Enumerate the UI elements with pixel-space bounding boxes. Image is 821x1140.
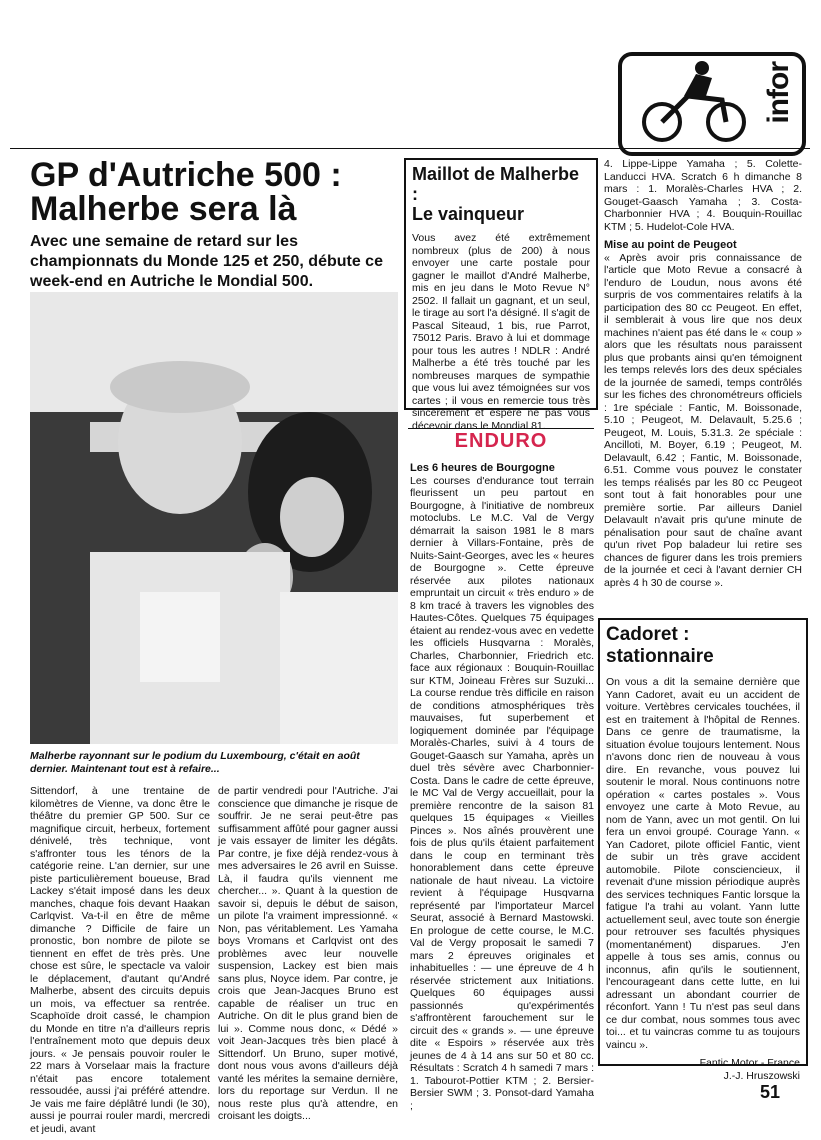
signature-name: J.-J. Hruszowski: [723, 1069, 800, 1082]
peugeot-subhead: Mise au point de Peugeot: [604, 239, 737, 251]
article-column-2-text: de partir vendredi pour l'Autriche. J'ai conscience que dimanche je risque de souffrir. Je ne serai peut-être pas suffisamment affûté pour gagner aussi je vais essayer de limiter les dégâts. Par contre, je fixe déjà rendez-vous à mes adversaires le 26 avril en Suisse. Là, il faudra qu'ils viennent me chercher... ». Quant à la question de savoir si, depuis le début de saison, un pilote l'a vraiment impressionné. « Non, pas véritablement. Les Yamaha boys Vromans et Carlqvist ont des problèmes avec leur nouvelle suspension, Lackey est bien mais sans plus, Noyce idem. Par contre, je crois que Jean-Jacques Bruno est capable de réaliser un truc en Autriche. On dit le plus grand bien de lui ». Comme nous donc, « Dédé » voit Jean-Jacques très bien placé à Sittendorf. Un Bruno, super motivé, dont nous vous avons d'ailleurs déjà vanté les mérites la semaine dernière, lors du reportage sur Verdun. Il ne nous reste plus qu'à attendre, en croisant les doigts...: [218, 785, 398, 1122]
peugeot-body: « Après avoir pris connaissance de l'article que Moto Revue a consacré à l'enduro de Loudun, nous avons été surpris de vos commentaires relatifs à la participation des 80 cc Peugeot. En effet, il semblerait à vous lire que nos deux machines n'aient pas été dans le « coup » alors que les résultats nous paraissent plus que probants ainsi qu'en témoignent les temps relevés lors des deux spéciales de la journée de samedi, temps contrôlés sur les fiches des chronométreurs officiels : 1re spéciale : Fantic, M. Boissonade, 5.10 ; Peugeot, M. Delavault, 5.25.6 ; Peugeot, M. Louis, 5.31.3. 2e spéciale : Ancilloti, M. Boyer, 6.19 ; Peugeot, M. Delavault, 6.42 ; Fantic, M. Boissonade, 6.51. Comme vous pouvez le constater les temps réalisés par les 80 cc Peugeot sont tout à fait honorables pour une première sortie. Par ailleurs Daniel Delavault n'avait pris qu'une minute de pénalisation pour saut de chaîne avant qu'un rivet Pop baladeur lui retire ses chances de figurer dans les trois premiers de la journée et ceci à l'avant dernier CH après 4 h 30 de course ».: [604, 251, 802, 589]
cadoret-box: [598, 618, 808, 1082]
headline-text: GP d'Autriche 500 : Malherbe sera là: [30, 156, 342, 228]
logo-word: infor: [762, 62, 795, 124]
enduro-section-title: ENDURO: [454, 430, 548, 452]
photo-caption: Malherbe rayonnant sur le podium du Luxembourg, c'était en août dernier. Maintenant tout est à refaire...: [30, 750, 360, 775]
enduro-subhead: Les 6 heures de Bourgogne: [410, 462, 555, 474]
enduro-column: [410, 462, 594, 1112]
enduro-rule: [408, 428, 594, 429]
infor-logo: [618, 52, 806, 156]
podium-photo-illustration: [30, 292, 398, 744]
deck: Avec une semaine de retard sur les championnats du Monde 125 et 250, débute ce week-end en Autriche le Mondial 500.: [30, 233, 383, 290]
enduro-body: Les courses d'endurance tout terrain fleurissent un peu partout en Bourgogne, à l'initiative de nombreux motoclubs. Le M.C. Val de Vergy démarrait la saison 1981 le 8 mars dernier à Villars-Fontaine, près de Nuits-Saint-Georges, avec les « heures de Bourgogne ». Cette épreuve réservée aux pilotes nationaux empruntait un circuit « très enduro » de 8 km tracé à travers les vignobles des Hautes-Côtes. Quelques 75 équipages étaient au rendez-vous avec en vedette les officiels Husqvarna : Moralès, Charles, Charbonnier, Friedrich etc. face aux régionaux : Bouquin-Rouillac sur KTM, Joineau Frères sur Suzuki... La course rendue très difficile en raison de conditions atmosphériques très mauvaises, fut superbement et logiquement dominée par l'équipage Moralès-Charles, suivi à 4 tours de Gouget-Gaasch sur Yamaha, après un duel très sévère avec Charbonnier-Costa. Dans le cadre de cette épreuve, le MC Val de Vergy accueillait, pour la première rencontre de la saison 81 quelques 15 équipages « Vieilles Pinces ». Nos aînés prouvèrent une fois de plus qu'ils étaient parfaitement dans le coup en terminant très honorablement dans cette épreuve nationale de haut niveau. La victoire revient à l'équipage Husqvarna représenté par l'importateur Marcel Seurat, associé à Bernard Mastowski. En prologue de cette course, le M.C. Val de Vergy proposait le samedi 7 mars 2 épreuves originales et inhabituelles : — une épreuve de 4 h réservée strictement aux Initiations. Quelques 60 équipages aussi passionnés qu'expérimentés s'affrontèrent farouchement sur le circuit des « grands ». — une épreuve dite « Espoirs » réservée aux très jeunes de 4 à 14 ans sur 50 et 80 cc. Résultats : Scratch 4 h samedi 7 mars : 1. Tabourot-Pottier KTM ; 2. Bersier-Bersier SWM ; 3. Ponsot-dard Yamaha ;: [410, 474, 594, 1112]
headline: [30, 158, 400, 226]
maillot-box: [404, 158, 598, 432]
header-rule: [10, 148, 810, 149]
article-column-2: [218, 785, 398, 1123]
results-text: 4. Lippe-Lippe Yamaha ; 5. Colette-Landucci HVA. Scratch 6 h dimanche 8 mars : 1. Moralès-Charles HVA ; 2. Gouget-Gaasch Yamaha ; 3. Costa-Charbonnier HVA ; 4. Bouquin-Rouillac KTM ; 5. Hudelot-Cole HVA.: [604, 158, 802, 233]
signature-company: Fantic Motor - France: [699, 1057, 800, 1069]
maillot-body: Vous avez été extrêmement nombreux (plus de 200) à nous envoyer une carte postale pour gagner le maillot d'André Malherbe, mis en jeu dans le Moto Revue N° 2502. Il fallait un gagnant, et un seul, le tirage au sort l'a désigné. Il s'agit de Pascal Siteaud, 1 bis, rue Parrot, 75012 Paris. Bravo à lui et dommage pour tous les autres ! NDLR : André Malherbe a été très touché par les nombreuses marques de sympathie que vous lui avez témoignées sur vos cartes ; il vous en remercie tous très sincèrement et espère ne pas vous décevoir dans le Mondial 81.: [412, 232, 590, 432]
results-column: [604, 158, 802, 589]
cadoret-title: Cadoret : stationnaire: [606, 624, 714, 667]
cadoret-body: On vous a dit la semaine dernière que Yann Cadoret, avait eu un accident de voiture. Vertèbres cervicales touchées, il est en traitement à l'hôpital de Rennes. Dans ce genre de traumatisme, la situation évolue toujours lentement. Nous n'avons donc rien de nouveau à vous dire. En revanche, vous pouvez lui soutenir le moral. Nous continuons notre opération « cartes postales ». Vous envoyez une carte à Moto Revue, au nom de Yann, avec un mot gentil. On lui fera un envoi groupé. Courage Yann. « Yan Cadoret, pilote officiel Fantic, vient de subir un très grave accident automobile. Pilote consciencieux, il revenait d'une mission périodique auprès des services techniques Fantic lorsque la fatigue l'a trahi au volant. Yann lutte actuellement seul, avec toute son énergie pour retrouver ses facultés physiques (momentanément) disparues. J'en appelle à tous ses amis, connus ou inconnus, afin qu'ils le soutiennent, l'encourageant dans cette lutte, en lui adressant un abondant courrier de réconfort. Yann ! Tu n'est pas seul dans ce dur combat, nous sommes tous avec toi... et tu vaincras comme tu as toujours vaincu ».: [606, 676, 800, 1051]
podium-photo: [30, 292, 398, 744]
article-column-1: [30, 785, 210, 1135]
maillot-title: Maillot de Malherbe : Le vainqueur: [412, 164, 580, 224]
article-column-1-text: Sittendorf, à une trentaine de kilomètres de Vienne, va donc être le théâtre du premier GP 500. Sur ce magnifique circuit, herbeux, fortement dénivelé, très technique, vont s'affronter tous les ténors de la catégorie reine. L'an dernier, sur une piste particulièrement boueuse, Brad Lackey s'était imposé dans les deux manches, chaque fois devant Haakan Carlqvist. Va-t-il en être de même dimanche ? Difficile de faire un pronostic, bon nombre de pilote se tiennent en effet de très près. Une chose est sûre, le spectacle va valoir le déplacement, d'autant qu'André Malherbe, absent des circuits depuis un mois, va effectuer sa rentrée. Scaphoïde droit cassé, le champion du Monde en titre n'a d'ailleurs repris l'entraînement moto que depuis deux jours. « Je pensais pouvoir rouler le 22 mars à Vorselaar mais la fracture n'était pas encore totalement ressoudée, aussi j'ai préféré attendre. Je vais me faire déplâtré lundi (le 30), aussi je pourrai rouler mardi, mercredi et jeudi, avant: [30, 785, 210, 1135]
page-number: 51: [760, 1082, 781, 1102]
cadoret-body-wrap: [600, 676, 806, 1082]
